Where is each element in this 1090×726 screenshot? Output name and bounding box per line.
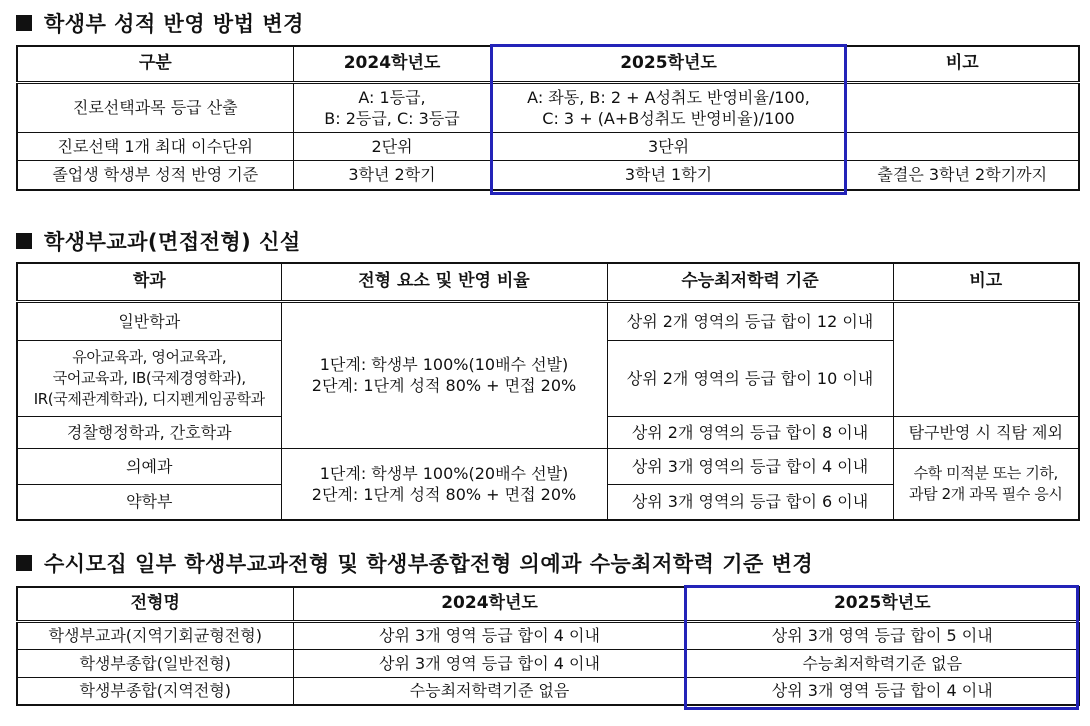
cell-2025: 3단위 bbox=[491, 132, 846, 160]
table-row bbox=[17, 448, 1079, 484]
cell-2024: A: 1등급, B: 2등급, C: 3등급 bbox=[293, 82, 491, 132]
row-name: 학생부종합(일반전형) bbox=[17, 649, 293, 677]
cell-2025: 수능최저학력기준 없음 bbox=[686, 649, 1079, 677]
header-category: 구분 bbox=[17, 46, 293, 82]
stage-a: 1단계: 학생부 100%(10배수 선발) 2단계: 1단계 성적 80% + 면접 20% bbox=[281, 301, 607, 448]
cell-2025: 3학년 1학기 bbox=[491, 160, 846, 190]
table-row bbox=[17, 649, 1079, 677]
note-police: 탐구반영 시 직탐 제외 bbox=[893, 416, 1079, 448]
cell-2025: A: 좌동, B: 2 + A성취도 반영비율/100, C: 3 + (A+B성취도 반영비율)/100 bbox=[491, 82, 846, 132]
section3-title: 수시모집 일부 학생부교과전형 및 학생부종합전형 의예과 수능최저학력 기준 변경 bbox=[16, 548, 813, 578]
header-name: 전형명 bbox=[17, 587, 293, 621]
cell-note: 출결은 3학년 2학기까지 bbox=[846, 160, 1079, 190]
header-note: 비고 bbox=[893, 263, 1079, 301]
note-empty bbox=[893, 301, 1079, 416]
row-name: 학생부종합(지역전형) bbox=[17, 677, 293, 705]
cell-note bbox=[846, 82, 1079, 132]
section3-table bbox=[16, 586, 1080, 706]
table-row bbox=[17, 82, 1079, 132]
cell-note bbox=[846, 132, 1079, 160]
cell-2024: 3학년 2학기 bbox=[293, 160, 491, 190]
cell-2025: 상위 3개 영역 등급 합이 4 이내 bbox=[686, 677, 1079, 705]
cell-2025: 상위 3개 영역 등급 합이 5 이내 bbox=[686, 621, 1079, 649]
header-2025: 2025학년도 bbox=[686, 587, 1079, 621]
cell-2024: 상위 3개 영역 등급 합이 4 이내 bbox=[293, 621, 686, 649]
dept-police: 경찰행정학과, 간호학과 bbox=[17, 416, 281, 448]
section2-title: 학생부교과(면접전형) 신설 bbox=[16, 226, 301, 256]
row-name: 학생부교과(지역기회균형전형) bbox=[17, 621, 293, 649]
dept-edu: 유아교육과, 영어교육과, 국어교육과, IB(국제경영학과), IR(국제관계학과), 디지펜게임공학과 bbox=[17, 340, 281, 416]
table-row bbox=[17, 132, 1079, 160]
section2-table bbox=[16, 262, 1080, 521]
stage-b: 1단계: 학생부 100%(20배수 선발) 2단계: 1단계 성적 80% + 면접 20% bbox=[281, 448, 607, 520]
criteria-edu: 상위 2개 영역의 등급 합이 10 이내 bbox=[607, 340, 893, 416]
square-bullet-icon bbox=[16, 15, 32, 31]
header-2024: 2024학년도 bbox=[293, 46, 491, 82]
criteria-medicine: 상위 3개 영역의 등급 합이 4 이내 bbox=[607, 448, 893, 484]
header-2024: 2024학년도 bbox=[293, 587, 686, 621]
square-bullet-icon bbox=[16, 555, 32, 571]
header-2025: 2025학년도 bbox=[491, 46, 846, 82]
header-dept: 학과 bbox=[17, 263, 281, 301]
square-bullet-icon bbox=[16, 233, 32, 249]
header-note: 비고 bbox=[846, 46, 1079, 82]
criteria-police: 상위 2개 영역의 등급 합이 8 이내 bbox=[607, 416, 893, 448]
note-medicine: 수학 미적분 또는 기하, 과탐 2개 과목 필수 응시 bbox=[893, 448, 1079, 520]
row-label: 진로선택 1개 최대 이수단위 bbox=[17, 132, 293, 160]
criteria-general: 상위 2개 영역의 등급 합이 12 이내 bbox=[607, 301, 893, 340]
section1-table bbox=[16, 45, 1080, 191]
row-label: 졸업생 학생부 성적 반영 기준 bbox=[17, 160, 293, 190]
dept-medicine: 의예과 bbox=[17, 448, 281, 484]
row-label: 진로선택과목 등급 산출 bbox=[17, 82, 293, 132]
header-criteria: 수능최저학력 기준 bbox=[607, 263, 893, 301]
dept-general: 일반학과 bbox=[17, 301, 281, 340]
cell-2024: 2단위 bbox=[293, 132, 491, 160]
criteria-pharmacy: 상위 3개 영역의 등급 합이 6 이내 bbox=[607, 484, 893, 520]
cell-2024: 상위 3개 영역 등급 합이 4 이내 bbox=[293, 649, 686, 677]
table-row bbox=[17, 160, 1079, 190]
table-row bbox=[17, 621, 1079, 649]
table-row bbox=[17, 677, 1079, 705]
header-elements: 전형 요소 및 반영 비율 bbox=[281, 263, 607, 301]
dept-pharmacy: 약학부 bbox=[17, 484, 281, 520]
section1-title: 학생부 성적 반영 방법 변경 bbox=[16, 8, 304, 38]
cell-2024: 수능최저학력기준 없음 bbox=[293, 677, 686, 705]
table-row bbox=[17, 301, 1079, 340]
